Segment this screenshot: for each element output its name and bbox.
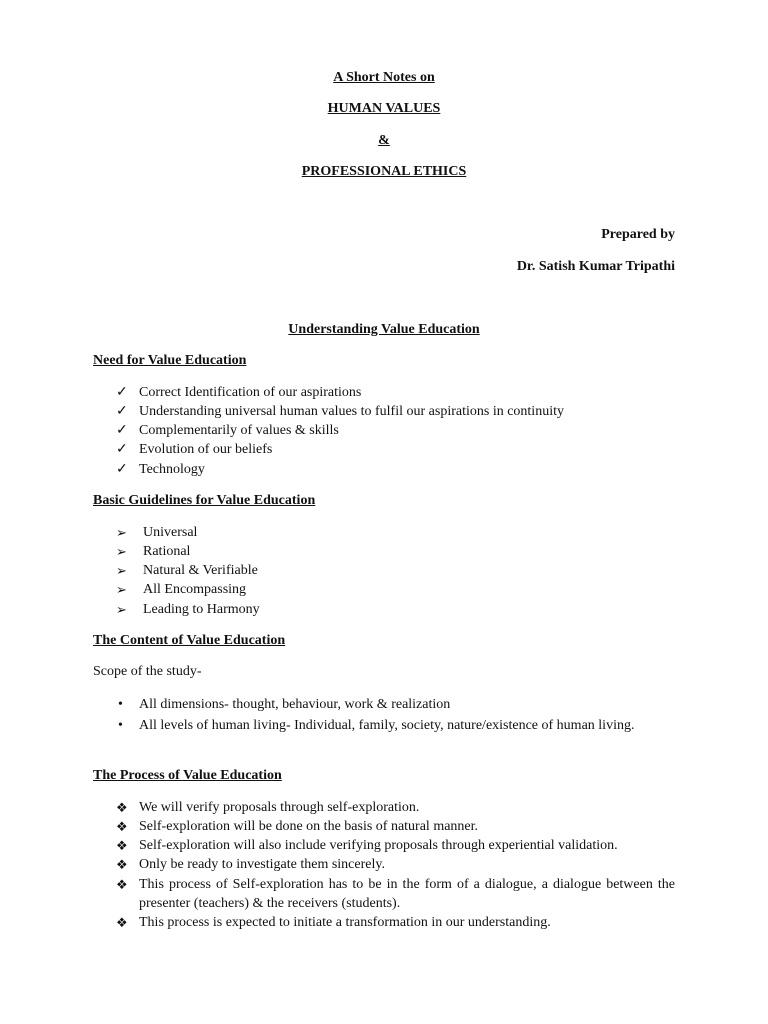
- list-item-text: Understanding universal human values to fulfil our aspirations in continuity: [139, 404, 564, 419]
- diamond-bullet-icon: ❖: [116, 915, 128, 930]
- arrowhead-icon: ➢: [116, 563, 127, 578]
- checkmark-icon: ✓: [116, 404, 128, 419]
- list-item-text: Evolution of our beliefs: [139, 442, 273, 457]
- title-line-1: A Short Notes on: [333, 70, 435, 85]
- list-item-text: This process is expected to initiate a transformation in our understanding.: [139, 915, 551, 930]
- list-item-text: Only be ready to investigate them sincerely.: [139, 857, 385, 872]
- section-title: Understanding Value Education: [288, 322, 480, 337]
- checkmark-icon: ✓: [116, 385, 128, 400]
- title-line-2: HUMAN VALUES: [327, 101, 441, 116]
- list-item-text: All levels of human living- Individual, family, society, nature/existence of human living.: [139, 718, 635, 733]
- guidelines-heading: Basic Guidelines for Value Education: [93, 493, 316, 508]
- process-heading: The Process of Value Education: [93, 768, 282, 783]
- bullet-dot-icon: •: [118, 718, 123, 733]
- list-item-text: Technology: [139, 462, 205, 477]
- prepared-by-label: Prepared by: [601, 227, 675, 242]
- list-item-text: Leading to Harmony: [143, 602, 260, 617]
- list-item-text: Self-exploration will also include verifying proposals through experiential validation.: [139, 838, 618, 853]
- bullet-dot-icon: •: [118, 697, 123, 712]
- diamond-bullet-icon: ❖: [116, 819, 128, 834]
- author-name: Dr. Satish Kumar Tripathi: [516, 259, 675, 274]
- list-item-text: All dimensions- thought, behaviour, work & realization: [139, 697, 451, 712]
- checkmark-icon: ✓: [116, 423, 128, 438]
- list-item-text: We will verify proposals through self-exploration.: [139, 800, 420, 815]
- list-item-text: Correct Identification of our aspirations: [139, 385, 362, 400]
- arrowhead-icon: ➢: [116, 602, 127, 617]
- list-item-text: Rational: [143, 544, 191, 559]
- need-heading: Need for Value Education: [93, 353, 247, 368]
- list-item-text: This process of Self-exploration has to be in the form of a dialogue, a dialogue between the presenter (teachers) & the receivers (students).: [139, 877, 675, 911]
- list-item-text: Natural & Verifiable: [143, 563, 258, 578]
- arrowhead-icon: ➢: [116, 582, 127, 597]
- list-item-text: Self-exploration will be done on the basis of natural manner.: [139, 819, 479, 834]
- diamond-bullet-icon: ❖: [116, 838, 128, 853]
- checkmark-icon: ✓: [116, 462, 128, 477]
- arrowhead-icon: ➢: [116, 544, 127, 559]
- list-item-text: Universal: [143, 525, 198, 540]
- checkmark-icon: ✓: [116, 442, 128, 457]
- list-item-text: Complementarily of values & skills: [139, 423, 339, 438]
- content-heading: The Content of Value Education: [93, 633, 286, 648]
- diamond-bullet-icon: ❖: [116, 857, 128, 872]
- list-item-text: All Encompassing: [143, 582, 247, 597]
- diamond-bullet-icon: ❖: [116, 800, 128, 815]
- title-ampersand: &: [378, 133, 390, 148]
- title-line-4: PROFESSIONAL ETHICS: [301, 164, 467, 179]
- diamond-bullet-icon: ❖: [116, 877, 128, 892]
- arrowhead-icon: ➢: [116, 525, 127, 540]
- scope-text: Scope of the study-: [93, 664, 202, 679]
